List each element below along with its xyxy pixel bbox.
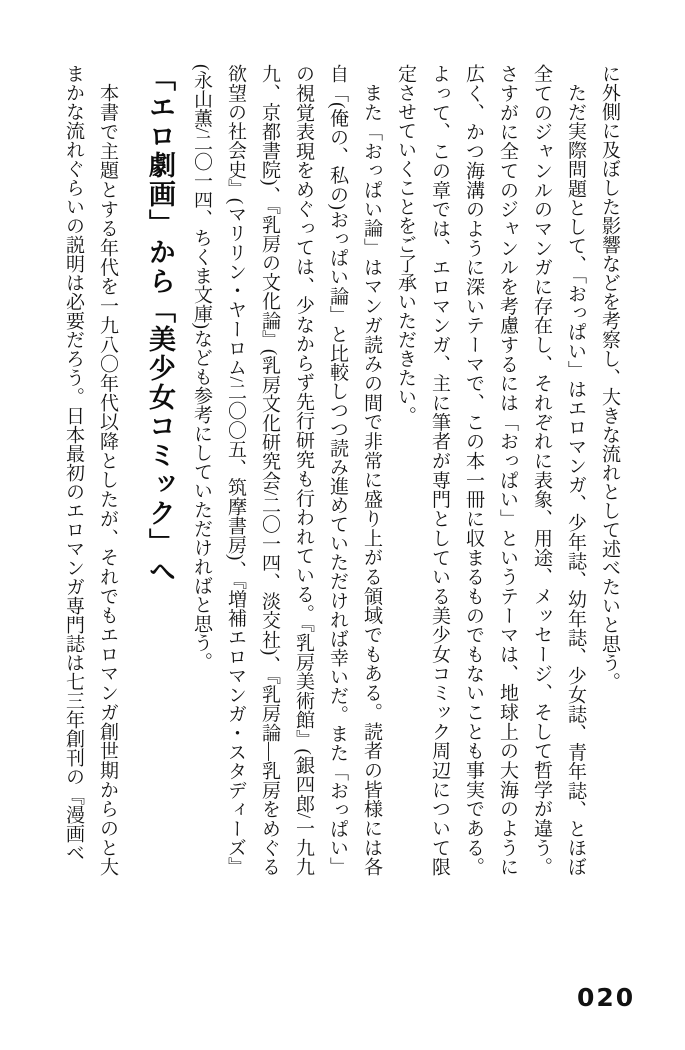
body-paragraph-continuation: に外側に及ぼした影響などを考察し、大きな流れとして述べたいと思う。 — [599, 64, 620, 691]
page-number: 020 — [577, 983, 636, 1012]
vertical-text-block — [50, 64, 626, 876]
chapter-heading: 「エロ劇画」から「美少女コミック」へ — [145, 64, 175, 586]
body-paragraph-3: 本書で主題とする年代を一九八〇年代以降としたが、それでもエロマンガ創世期からのと大まかな流れぐらいの説明は必要だろう。日本最初のエロマンガ専門誌は七三年創刊の『漫画ベ — [63, 64, 118, 876]
body-paragraph-1: ただ実際問題として、「おっぱい」はエロマンガ、少年誌、幼年誌、少女誌、青年誌、とほぼ全てのジャンルのマンガに存在し、それぞれに表象、用途、メッセージ、そして哲学が違う。さすがに全てのジャンルを考慮するには「おっぱい」というテーマは、地球上の大海のように広く、かつ海溝のように深いテーマで、この本一冊に収まるものでもないことも事実である。よって、この章では、エロマンガ、主に筆者が専門としている美少女コミック周辺について限定させていくことをご了承いただきたい。 — [395, 64, 586, 876]
body-paragraph-2: また「おっぱい論」はマンガ読みの間で非常に盛り上がる領域でもある。読者の皆様には各自「(俺の、私の)おっぱい論」と比較しつつ読み進めていただければ幸いだ。また「おっぱい」の視覚表現をめぐっては、少なからず先行研究も行われている。『乳房美術館』(銀四郎/一九九九、京都書院)、『乳房の文化論』(乳房文化研究会/二〇一四、淡交社)、『乳房論―乳房をめぐる欲望の社会史』(マリリン・ヤーロム/二〇〇五、筑摩書房)、『増補エロマンガ・スタディーズ』(永山薫/二〇一四、ちくま文庫)なども参考にしていただければと思う。 — [191, 64, 382, 876]
